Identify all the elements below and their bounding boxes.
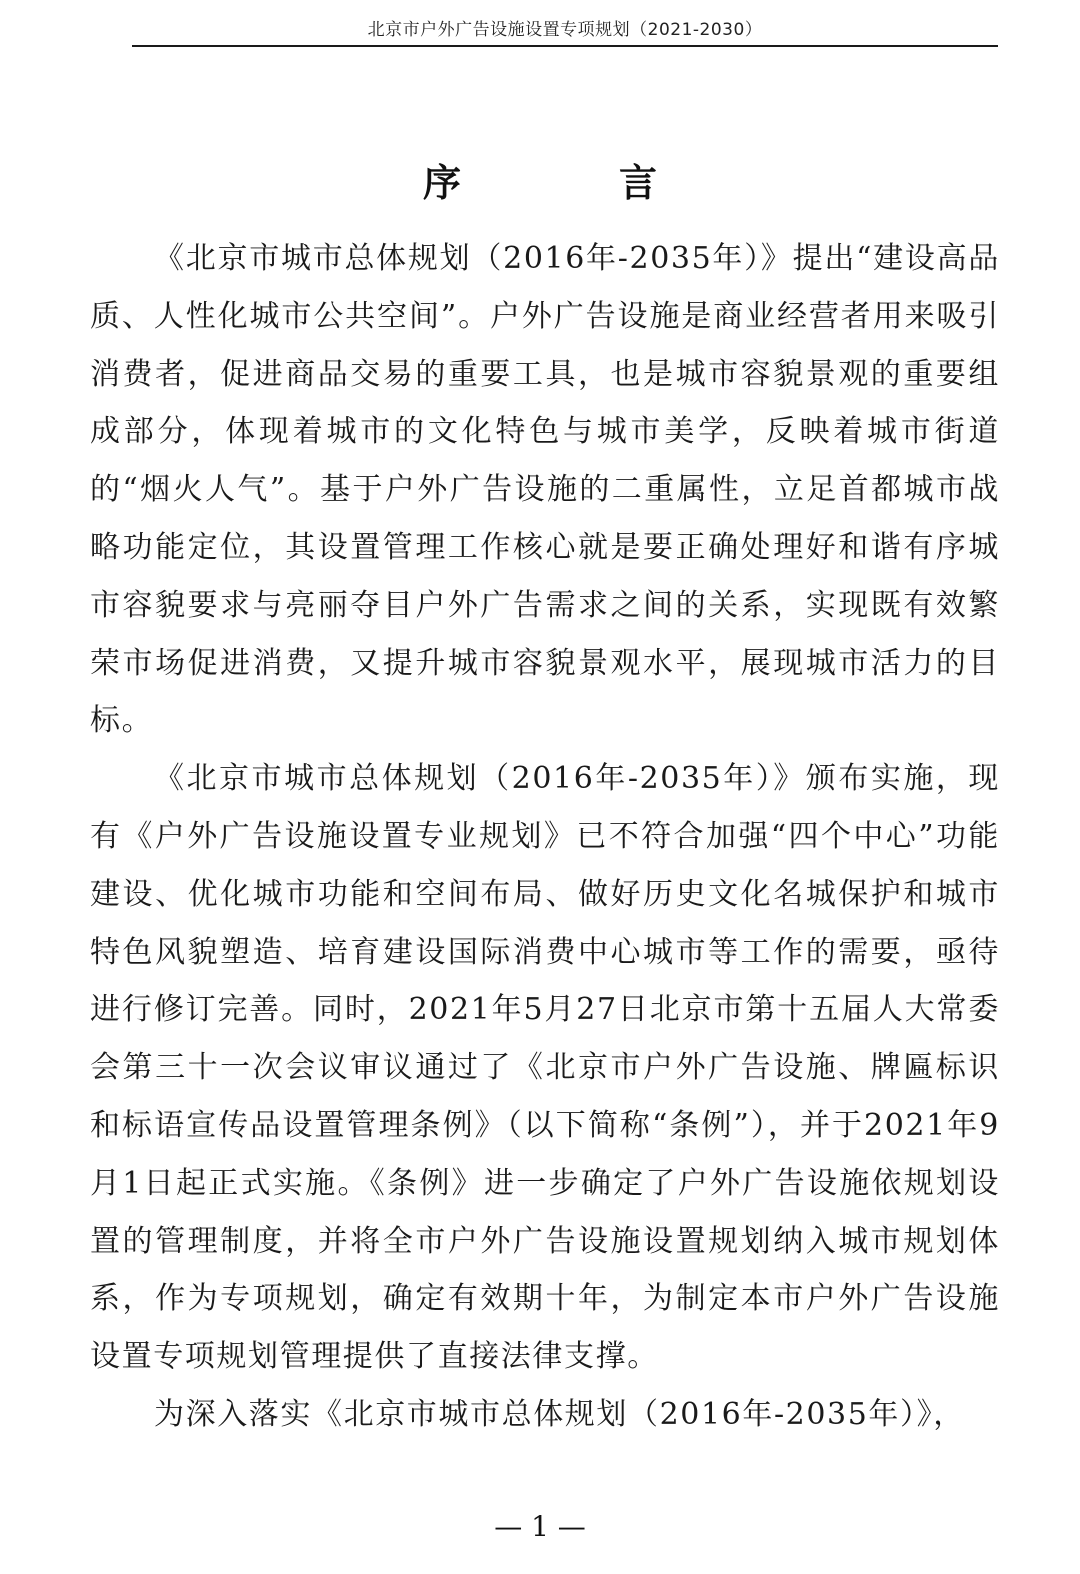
- paragraph-2: 《北京市城市总体规划（2016年-2035年）》颁布实施，现有《户外广告设施设置专业规划》已不符合加强“四个中心”功能建设、优化城市功能和空间布局、做好历史文化名城保护和城市特色风貌塑造、培育建设国际消费中心城市等工作的需要，亟待进行修订完善。同时，2021年5月27日北京市第十五届人大常委会第三十一次会议审议通过了《北京市户外广告设施、牌匾标识和标语宣传品设置管理条例》（以下简称“条例”），并于2021年9月1日起正式实施。《条例》进一步确定了户外广告设施依规划设置的管理制度，并将全市户外广告设施设置规划纳入城市规划体系，作为专项规划，确定有效期十年，为制定本市户外广告设施设置专项规划管理提供了直接法律支撑。: [90, 761, 1000, 1375]
- paragraph-1: 《北京市城市总体规划（2016年-2035年）》提出“建设高品质、人性化城市公共空间”。户外广告设施是商业经营者用来吸引消费者，促进商品交易的重要工具，也是城市容貌景观的重要组成部分，体现着城市的文化特色与城市美学，反映着城市街道的“烟火人气”。基于户外广告设施的二重属性，立足首都城市战略功能定位，其设置管理工作核心就是要正确处理好和谐有序城市容貌要求与亮丽夺目户外广告需求之间的关系，实现既有效繁荣市场促进消费，又提升城市容貌景观水平，展现城市活力的目标。: [90, 241, 1000, 739]
- document-title: 序 言: [422, 160, 717, 205]
- paragraph-3: 为深入落实《北京市城市总体规划（2016年-2035年）》，: [154, 1396, 965, 1432]
- page-number: — 1 —: [494, 1510, 586, 1543]
- body-text: [90, 230, 1000, 1444]
- running-header: 北京市户外广告设施设置专项规划（2021-2030）: [367, 20, 763, 40]
- header-rule: [132, 45, 998, 47]
